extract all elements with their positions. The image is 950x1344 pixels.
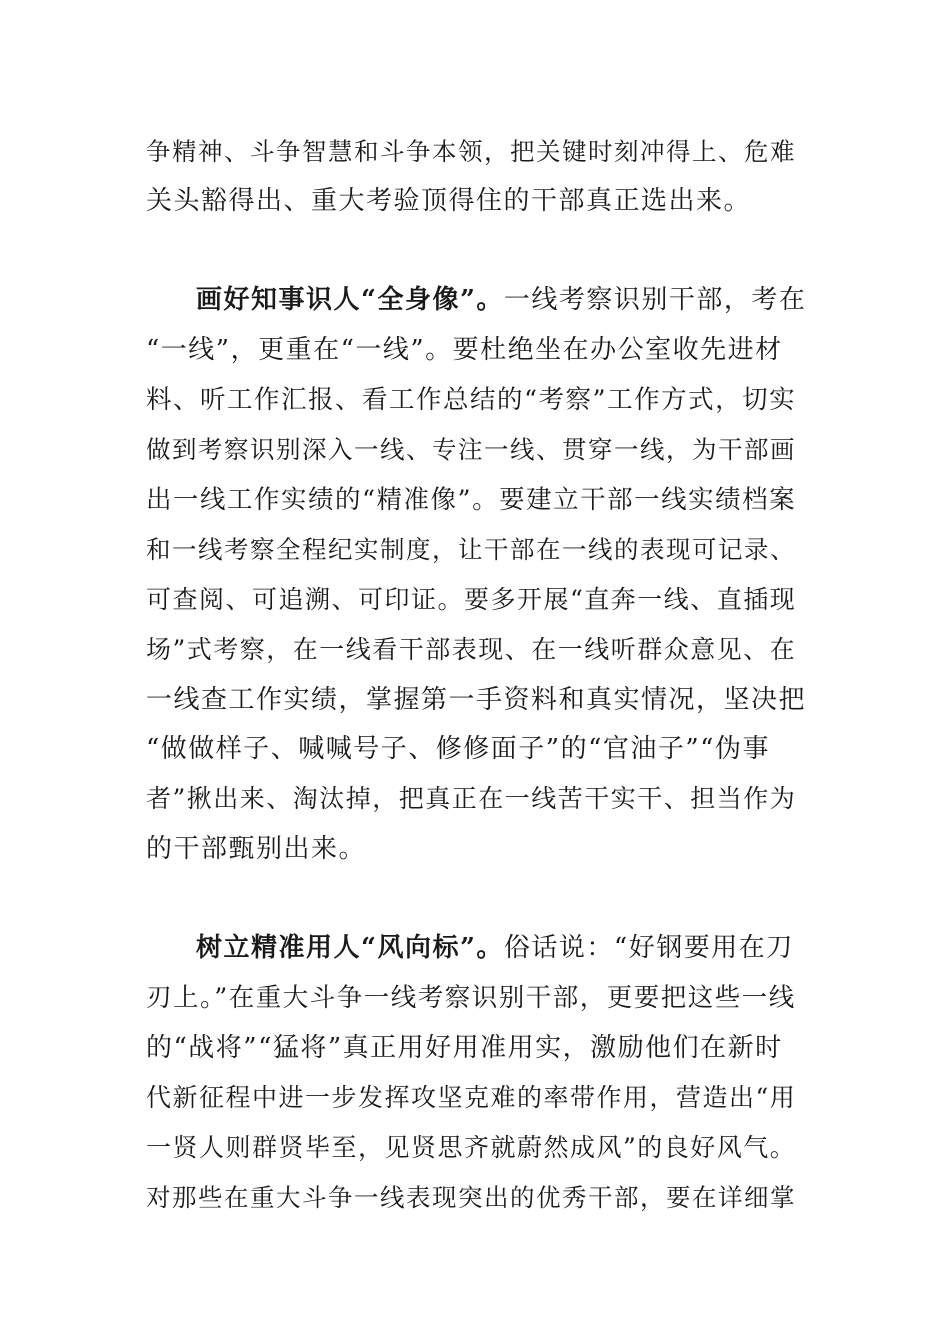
paragraph-3-line-6: 对那些在重大斗争一线表现突出的优秀干部，要在详细掌 [146,1183,796,1212]
paragraph-2-line-4: 做到考察识别深入一线、专注一线、贯穿一线，为干部画 [146,435,796,464]
paragraph-2-line-6: 和一线考察全程纪实制度，让干部在一线的表现可记录、 [146,535,796,564]
paragraph-3-line-5: 一贤人则群贤毕至，见贤思齐就蔚然成风”的良好风气。 [146,1133,797,1162]
paragraph-3-text: 俗话说：“好钢要用在刀 [503,933,794,963]
paragraph-3-line-4: 代新征程中进一步发挥攻坚克难的率带作用，营造出“用 [146,1083,797,1112]
paragraph-3-line-2: 刃上。”在重大斗争一线考察识别干部，更要把这些一线 [146,983,796,1013]
paragraph-2-line-5: 出一线工作实绩的“精准像”。要建立干部一线实绩档案 [146,485,797,515]
paragraph-1-line-2: 关头豁得出、重大考验顶得住的干部真正选出来。 [146,186,752,216]
paragraph-2-text: 一线考察识别干部，考在 [503,285,807,315]
paragraph-2-line-2: “一线”，更重在“一线”。要杜绝坐在办公室收先进材 [146,335,783,365]
paragraph-3-line-1 [196,932,806,964]
paragraph-1-line-1: 争精神、斗争智慧和斗争本领，把关键时刻冲得上、危难 [146,137,796,166]
paragraph-2-line-3: 料、听工作汇报、看工作总结的“考察”工作方式，切实 [146,385,797,415]
paragraph-2-line-9: 一线查工作实绩，掌握第一手资料和真实情况，坚决把 [146,685,807,715]
paragraph-2-line-11: 者”揪出来、淘汰掉，把真正在一线苦干实干、担当作为 [146,784,797,813]
paragraph-3-heading: 树立精准用人“风向标”。 [196,933,504,963]
paragraph-2-line-8: 场”式考察，在一线看干部表现、在一线听群众意见、在 [146,635,797,664]
paragraph-2-line-7: 可查阅、可追溯、可印证。要多开展“直奔一线、直插现 [146,585,797,614]
paragraph-2-heading: 画好知事识人“全身像”。 [196,285,504,315]
paragraph-2-line-1 [196,284,806,316]
paragraph-2-line-10: “做做样子、喊喊号子、修修面子”的“官油子”“伪事 [146,734,770,764]
paragraph-2-line-12: 的干部甄别出来。 [146,834,367,864]
paragraph-3-line-3: 的“战将”“猛将”真正用好用准用实，激励他们在新时 [146,1033,783,1063]
